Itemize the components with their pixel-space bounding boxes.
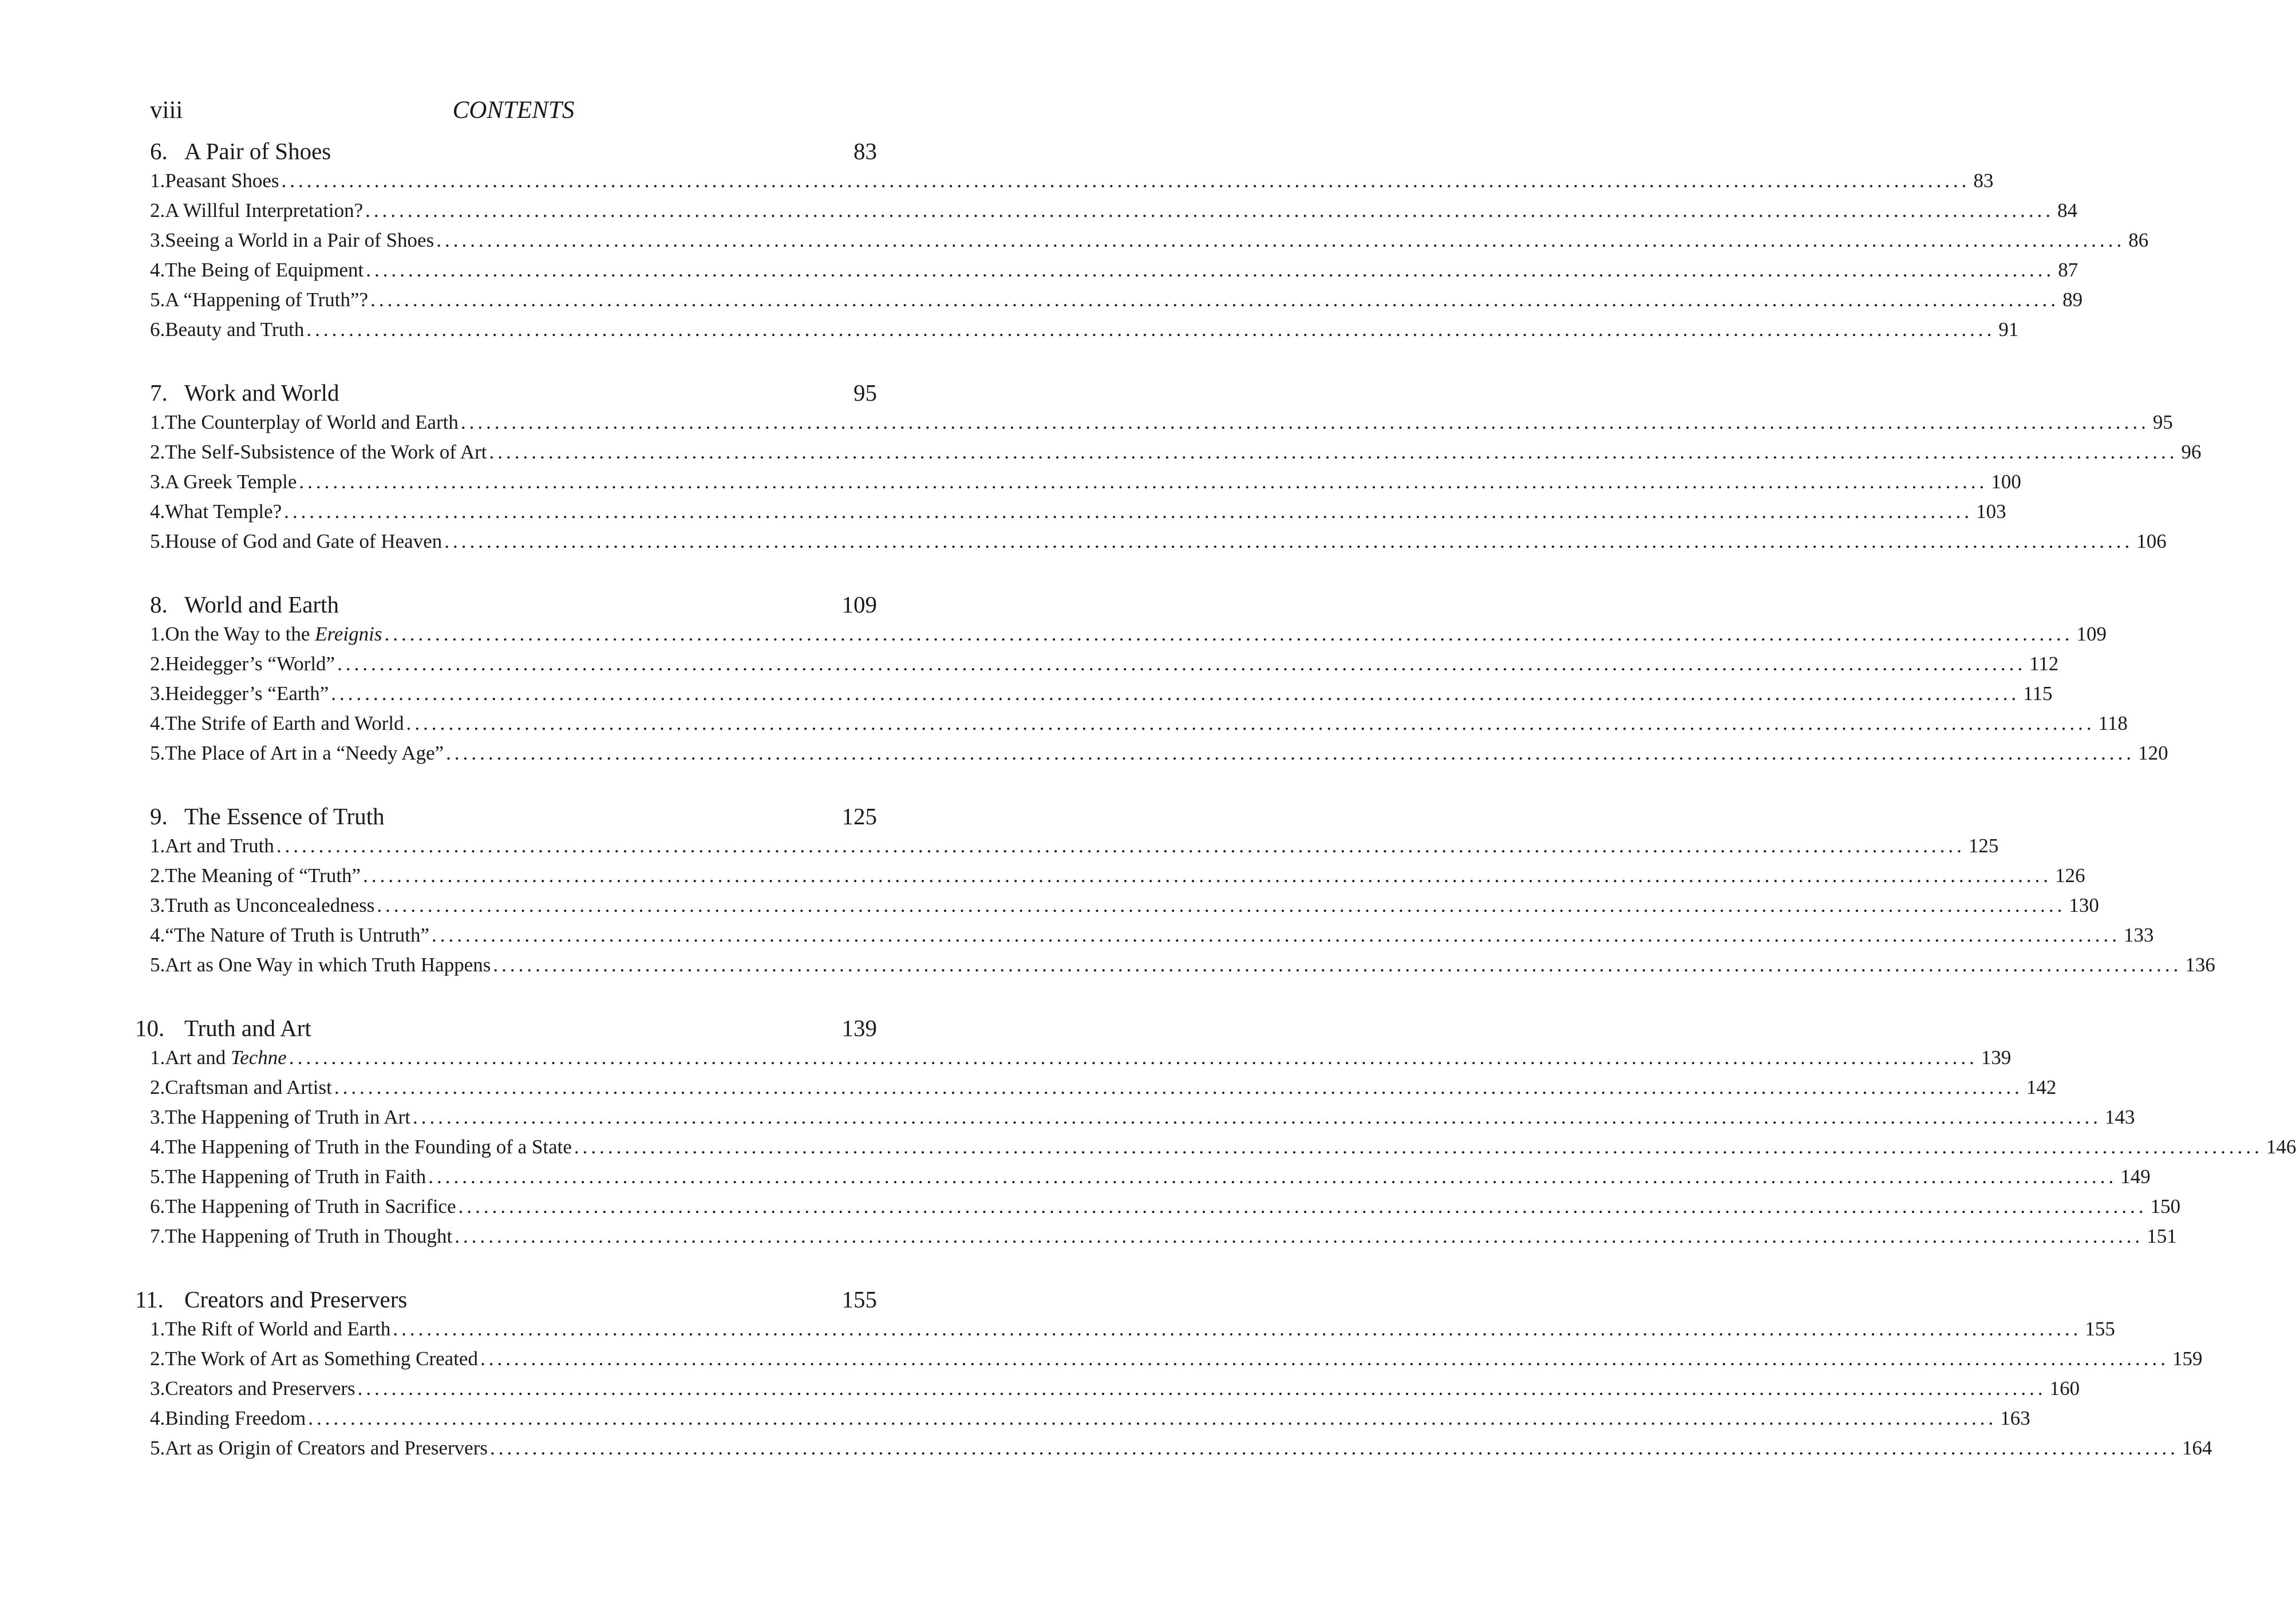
section-number: 6.	[150, 1195, 165, 1217]
section-page-number: 151	[2147, 1225, 2177, 1247]
section-entry	[150, 169, 1994, 199]
section-entry	[150, 1437, 2212, 1466]
section-title-text: The Place of Art in a “Needy Age”	[165, 742, 444, 764]
section-title-text: The Counterplay of World and Earth	[165, 411, 459, 433]
chapter-block	[150, 591, 2168, 772]
section-title	[165, 471, 297, 493]
dot-leader: ........................................................................................................................................................................................................	[363, 864, 2052, 887]
section-number: 1.	[150, 1046, 165, 1069]
section-title	[165, 500, 282, 523]
dot-leader: ........................................................................................................................................................................................................	[377, 894, 2066, 916]
section-page-number: 142	[2026, 1076, 2057, 1098]
section-title-text: Creators and Preservers	[165, 1377, 355, 1400]
chapter-entry	[135, 1014, 877, 1046]
section-entry	[150, 653, 2059, 682]
section-number: 6.	[150, 318, 165, 341]
section-page-number: 143	[2104, 1106, 2135, 1128]
section-title	[165, 318, 304, 341]
section-title-text: The Happening of Truth in Thought	[165, 1225, 453, 1247]
chapter-page-number: 125	[841, 803, 877, 829]
section-page-number: 126	[2055, 864, 2085, 887]
section-number: 4.	[150, 259, 165, 281]
section-page-number: 96	[2181, 441, 2202, 463]
section-title-text: Seeing a World in a Pair of Shoes	[165, 229, 434, 251]
section-page-number: 83	[1973, 169, 1994, 192]
section-number: 5.	[150, 530, 165, 552]
section-number: 4.	[150, 1407, 165, 1429]
section-title	[165, 1347, 478, 1370]
chapter-number: 9.	[150, 803, 168, 829]
section-entry	[150, 1377, 2080, 1407]
dot-leader: ........................................................................................................................................................................................................	[281, 169, 1970, 192]
dot-leader: ........................................................................................................................................................................................................	[489, 441, 2178, 463]
chapter-entry	[135, 1286, 877, 1318]
section-entry	[150, 682, 2053, 712]
section-title-text: Peasant Shoes	[165, 169, 279, 192]
section-number: 1.	[150, 169, 165, 192]
dot-leader: ........................................................................................................................................................................................................	[334, 1076, 2023, 1098]
chapter-title: Creators and Preservers	[184, 1286, 408, 1313]
section-title-text: A “Happening of Truth”?	[165, 288, 369, 311]
section-number: 5.	[150, 288, 165, 311]
section-entry	[150, 712, 2128, 742]
section-number: 2.	[150, 1076, 165, 1098]
section-number: 3.	[150, 1377, 165, 1400]
section-page-number: 112	[2029, 653, 2059, 675]
section-number: 2.	[150, 199, 165, 222]
section-page-number: 115	[2023, 682, 2053, 705]
section-title-text: The Happening of Truth in Art	[165, 1106, 410, 1128]
dot-leader: ........................................................................................................................................................................................................	[444, 530, 2133, 552]
table-of-contents	[135, 137, 2296, 1466]
dot-leader: ........................................................................................................................................................................................................	[412, 1106, 2101, 1128]
section-title	[165, 1165, 426, 1188]
section-title	[165, 835, 274, 857]
section-number: 1.	[150, 1318, 165, 1340]
section-title-italic: Ereignis	[315, 623, 382, 645]
section-entry	[150, 318, 2019, 348]
section-entry	[150, 1195, 2181, 1225]
section-title-text: Heidegger’s “World”	[165, 653, 335, 675]
section-page-number: 106	[2136, 530, 2167, 552]
chapter-title: Work and World	[184, 380, 339, 406]
section-number: 3.	[150, 1106, 165, 1128]
dot-leader: ........................................................................................................................................................................................................	[299, 471, 1988, 493]
section-page-number: 139	[1981, 1046, 2012, 1069]
section-title	[165, 924, 429, 947]
section-page-number: 86	[2128, 229, 2149, 251]
section-entry	[150, 471, 2021, 500]
section-title-text: The Rift of World and Earth	[165, 1318, 391, 1340]
section-number: 1.	[150, 623, 165, 645]
dot-leader: ........................................................................................................................................................................................................	[366, 259, 2055, 281]
section-page-number: 150	[2150, 1195, 2181, 1217]
section-page-number: 100	[1991, 471, 2021, 493]
running-title: CONTENTS	[452, 97, 575, 124]
chapter-title: The Essence of Truth	[184, 803, 385, 829]
section-title-text: The Self-Subsistence of the Work of Art	[165, 441, 487, 463]
section-page-number: 109	[2076, 623, 2107, 645]
section-number: 3.	[150, 471, 165, 493]
section-page-number: 118	[2098, 712, 2128, 734]
section-title-text: Art as Origin of Creators and Preservers	[165, 1437, 488, 1459]
contents-page	[135, 86, 2296, 1466]
section-title-text: “The Nature of Truth is Untruth”	[165, 924, 429, 946]
section-entry	[150, 742, 2168, 772]
section-entry	[150, 288, 2083, 318]
section-page-number: 164	[2182, 1437, 2212, 1459]
section-title-text: The Meaning of “Truth”	[165, 864, 361, 887]
dot-leader: ........................................................................................................................................................................................................	[458, 1195, 2147, 1217]
chapter-number: 11.	[135, 1286, 164, 1313]
section-title-text: A Willful Interpretation?	[165, 199, 363, 222]
section-title-text: House of God and Gate of Heaven	[165, 530, 442, 552]
dot-leader: ........................................................................................................................................................................................................	[436, 229, 2125, 251]
section-entry	[150, 441, 2202, 471]
section-title	[165, 1195, 456, 1218]
dot-leader: ........................................................................................................................................................................................................	[574, 1136, 2263, 1158]
section-number: 5.	[150, 742, 165, 764]
section-entry	[150, 1318, 2115, 1347]
dot-leader: ........................................................................................................................................................................................................	[370, 288, 2060, 311]
dot-leader: ........................................................................................................................................................................................................	[455, 1225, 2144, 1247]
section-title	[165, 712, 404, 735]
section-page-number: 155	[2085, 1318, 2115, 1340]
section-page-number: 120	[2138, 742, 2168, 764]
section-number: 2.	[150, 864, 165, 887]
chapter-block	[135, 1286, 2212, 1466]
dot-leader: ........................................................................................................................................................................................................	[460, 411, 2149, 433]
section-title	[165, 1136, 572, 1159]
dot-leader: ........................................................................................................................................................................................................	[365, 199, 2054, 222]
section-entry	[150, 411, 2173, 441]
section-title	[165, 169, 279, 192]
section-page-number: 133	[2123, 924, 2154, 946]
section-title	[165, 1407, 306, 1430]
dot-leader: ........................................................................................................................................................................................................	[284, 500, 1973, 523]
section-page-number: 84	[2057, 199, 2078, 222]
section-entry	[150, 1106, 2135, 1136]
chapter-page-number: 109	[841, 591, 877, 618]
section-number: 7.	[150, 1225, 165, 1247]
section-number: 5.	[150, 954, 165, 976]
section-title-text: Binding Freedom	[165, 1407, 306, 1429]
section-number: 2.	[150, 441, 165, 463]
section-title	[165, 229, 434, 252]
section-entry	[150, 530, 2167, 560]
dot-leader: ........................................................................................................................................................................................................	[384, 623, 2073, 645]
section-entry	[150, 835, 1999, 864]
chapter-block	[150, 137, 2149, 348]
chapter-entry	[150, 137, 877, 169]
section-entry	[150, 894, 2099, 924]
section-number: 1.	[150, 835, 165, 857]
section-entry	[150, 1165, 2151, 1195]
section-number: 2.	[150, 1347, 165, 1370]
section-title-text: Truth as Unconcealedness	[165, 894, 375, 916]
chapter-page-number: 155	[841, 1286, 877, 1313]
section-entry	[150, 1136, 2296, 1165]
chapter-block	[135, 1014, 2296, 1255]
section-page-number: 146	[2266, 1136, 2296, 1158]
chapter-number: 10.	[135, 1015, 165, 1041]
dot-leader: ........................................................................................................................................................................................................	[431, 924, 2120, 946]
section-title	[165, 1437, 488, 1460]
section-entry	[150, 229, 2149, 259]
section-page-number: 149	[2120, 1165, 2151, 1188]
section-page-number: 160	[2049, 1377, 2080, 1400]
section-number: 5.	[150, 1165, 165, 1188]
section-page-number: 89	[2062, 288, 2083, 311]
section-entry	[150, 1407, 2030, 1437]
chapter-page-number: 95	[853, 380, 877, 406]
section-title	[165, 1076, 332, 1099]
section-title-text: The Strife of Earth and World	[165, 712, 404, 734]
dot-leader: ........................................................................................................................................................................................................	[306, 318, 1995, 341]
section-number: 3.	[150, 229, 165, 251]
dot-leader: ........................................................................................................................................................................................................	[489, 1437, 2179, 1459]
section-page-number: 87	[2058, 259, 2078, 281]
section-page-number: 125	[1968, 835, 1999, 857]
dot-leader: ........................................................................................................................................................................................................	[331, 682, 2020, 705]
section-number: 2.	[150, 653, 165, 675]
dot-leader: ........................................................................................................................................................................................................	[357, 1377, 2046, 1400]
chapter-entry	[150, 379, 877, 411]
section-entry	[150, 1076, 2057, 1106]
chapter-block	[150, 379, 2202, 560]
section-entry	[150, 864, 2085, 894]
section-title-text: Beauty and Truth	[165, 318, 305, 341]
chapter-entry	[150, 591, 877, 623]
chapter-page-number: 139	[841, 1015, 877, 1041]
dot-leader: ........................................................................................................................................................................................................	[289, 1046, 1978, 1069]
section-title-text: Art and Truth	[165, 835, 274, 857]
section-title-text: Heidegger’s “Earth”	[165, 682, 329, 705]
section-title	[165, 1318, 390, 1341]
chapter-title: Truth and Art	[184, 1015, 311, 1041]
section-title	[165, 530, 442, 553]
chapter-title: A Pair of Shoes	[184, 138, 331, 164]
section-title-italic: Techne	[230, 1046, 287, 1069]
section-entry	[150, 199, 2078, 229]
section-page-number: 91	[1998, 318, 2019, 341]
section-title-text: The Being of Equipment	[165, 259, 364, 281]
chapter-title: World and Earth	[184, 591, 339, 618]
section-number: 4.	[150, 500, 165, 523]
section-number: 4.	[150, 924, 165, 946]
section-page-number: 103	[1976, 500, 2006, 523]
section-entry	[150, 1347, 2203, 1377]
dot-leader: ........................................................................................................................................................................................................	[308, 1407, 1997, 1429]
section-number: 4.	[150, 1136, 165, 1158]
section-title	[165, 742, 444, 765]
section-page-number: 95	[2152, 411, 2173, 433]
chapter-entry	[150, 803, 877, 835]
section-title	[165, 288, 368, 311]
section-title	[165, 1225, 452, 1248]
chapter-block	[150, 803, 2215, 983]
section-title-text: The Work of Art as Something Created	[165, 1347, 478, 1370]
section-title-text: The Happening of Truth in Sacrifice	[165, 1195, 456, 1217]
chapter-number: 8.	[150, 591, 168, 618]
section-title-text: A Greek Temple	[165, 471, 297, 493]
section-title	[165, 864, 361, 887]
dot-leader: ........................................................................................................................................................................................................	[446, 742, 2135, 764]
section-entry	[150, 954, 2215, 983]
section-title-text: What Temple?	[165, 500, 282, 523]
section-title-text: Craftsman and Artist	[165, 1076, 332, 1098]
section-title-text: Art and	[165, 1046, 231, 1069]
dot-leader: ........................................................................................................................................................................................................	[428, 1165, 2117, 1188]
chapter-number: 6.	[150, 138, 168, 164]
section-title	[165, 954, 491, 977]
section-title	[165, 653, 335, 675]
running-head	[150, 86, 877, 137]
dot-leader: ........................................................................................................................................................................................................	[393, 1318, 2082, 1340]
dot-leader: ........................................................................................................................................................................................................	[276, 835, 1965, 857]
section-title	[165, 682, 329, 705]
section-title-text: The Happening of Truth in Faith	[165, 1165, 426, 1188]
chapter-number: 7.	[150, 380, 168, 406]
section-title	[165, 894, 374, 917]
section-entry	[150, 1046, 2012, 1076]
section-page-number: 130	[2069, 894, 2099, 916]
section-number: 4.	[150, 712, 165, 734]
section-title-text: On the Way to the	[165, 623, 315, 645]
dot-leader: ........................................................................................................................................................................................................	[480, 1347, 2169, 1370]
section-entry	[150, 924, 2154, 954]
section-title	[165, 441, 487, 464]
section-entry	[150, 1225, 2177, 1255]
dot-leader: ........................................................................................................................................................................................................	[337, 653, 2026, 675]
section-title	[165, 1046, 287, 1069]
section-title	[165, 199, 363, 222]
section-page-number: 163	[2000, 1407, 2030, 1429]
section-number: 5.	[150, 1437, 165, 1459]
section-page-number: 136	[2185, 954, 2215, 976]
dot-leader: ........................................................................................................................................................................................................	[406, 712, 2095, 734]
section-entry	[150, 623, 2107, 653]
section-page-number: 159	[2172, 1347, 2203, 1370]
section-title	[165, 411, 459, 434]
section-title	[165, 259, 363, 282]
page-number-folio: viii	[150, 97, 183, 124]
section-entry	[150, 259, 2078, 288]
section-number: 1.	[150, 411, 165, 433]
section-number: 3.	[150, 682, 165, 705]
section-title-text: Art as One Way in which Truth Happens	[165, 954, 491, 976]
section-title-text: The Happening of Truth in the Founding of a State	[165, 1136, 572, 1158]
section-number: 3.	[150, 894, 165, 916]
dot-leader: ........................................................................................................................................................................................................	[493, 954, 2182, 976]
section-title	[165, 1106, 410, 1129]
section-entry	[150, 500, 2006, 530]
section-title	[165, 1377, 355, 1400]
chapter-page-number: 83	[853, 138, 877, 164]
section-title	[165, 623, 382, 646]
